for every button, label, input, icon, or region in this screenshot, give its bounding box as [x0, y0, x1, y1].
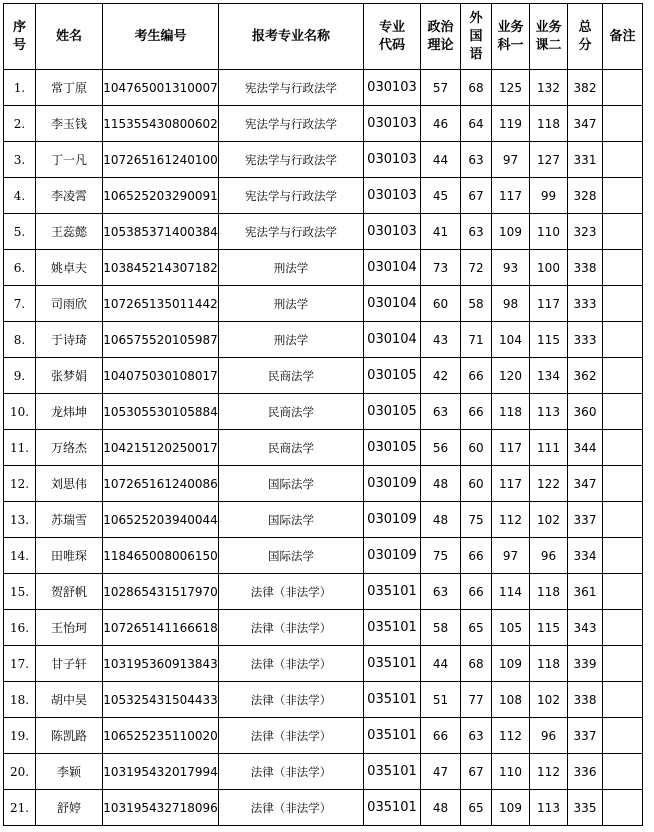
cell-remarks: [603, 70, 643, 106]
cell-foreign-language: 66: [461, 358, 492, 394]
cell-remarks: [603, 286, 643, 322]
cell-total: 323: [568, 214, 603, 250]
cell-remarks: [603, 754, 643, 790]
cell-major: 宪法学与行政法学: [219, 70, 364, 106]
cell-foreign-language: 63: [461, 718, 492, 754]
cell-exam-id: 102865431517970: [103, 574, 219, 610]
cell-major: 法律（非法学）: [219, 646, 364, 682]
cell-remarks: [603, 142, 643, 178]
table-header-row: [4, 4, 643, 70]
cell-total: 361: [568, 574, 603, 610]
cell-politics: 48: [421, 502, 461, 538]
cell-subject-two: 96: [530, 718, 568, 754]
header-politics: 政治 理论: [421, 4, 461, 70]
cell-subject-two: 127: [530, 142, 568, 178]
cell-politics: 47: [421, 754, 461, 790]
cell-exam-id: 107265161240100: [103, 142, 219, 178]
cell-subject-one: 117: [492, 430, 530, 466]
cell-remarks: [603, 178, 643, 214]
cell-politics: 58: [421, 610, 461, 646]
table-row: [4, 610, 643, 646]
cell-code: 030104: [364, 250, 421, 286]
cell-major: 宪法学与行政法学: [219, 214, 364, 250]
cell-remarks: [603, 358, 643, 394]
header-subject-two: 业务 课二: [530, 4, 568, 70]
header-exam-id: 考生编号: [103, 4, 219, 70]
cell-exam-id: 103195360913843: [103, 646, 219, 682]
header-subject-one: 业务 科一: [492, 4, 530, 70]
table-row: [4, 502, 643, 538]
cell-total: 338: [568, 682, 603, 718]
cell-name: 刘思伟: [36, 466, 103, 502]
cell-subject-two: 118: [530, 646, 568, 682]
cell-remarks: [603, 214, 643, 250]
cell-foreign-language: 72: [461, 250, 492, 286]
cell-total: 338: [568, 250, 603, 286]
cell-foreign-language: 75: [461, 502, 492, 538]
header-code: 专业 代码: [364, 4, 421, 70]
cell-subject-one: 117: [492, 178, 530, 214]
cell-total: 334: [568, 538, 603, 574]
cell-total: 343: [568, 610, 603, 646]
cell-code: 035101: [364, 718, 421, 754]
cell-index: 1.: [4, 70, 36, 106]
cell-foreign-language: 65: [461, 610, 492, 646]
cell-total: 347: [568, 466, 603, 502]
cell-subject-one: 119: [492, 106, 530, 142]
cell-index: 8.: [4, 322, 36, 358]
cell-foreign-language: 65: [461, 790, 492, 826]
cell-exam-id: 105305530105884: [103, 394, 219, 430]
cell-subject-one: 120: [492, 358, 530, 394]
cell-subject-two: 113: [530, 394, 568, 430]
cell-major: 国际法学: [219, 538, 364, 574]
cell-politics: 46: [421, 106, 461, 142]
cell-subject-one: 93: [492, 250, 530, 286]
table-row: [4, 754, 643, 790]
cell-subject-two: 100: [530, 250, 568, 286]
cell-code: 035101: [364, 790, 421, 826]
cell-subject-one: 109: [492, 646, 530, 682]
cell-index: 9.: [4, 358, 36, 394]
cell-major: 民商法学: [219, 358, 364, 394]
cell-major: 法律（非法学）: [219, 682, 364, 718]
cell-exam-id: 107265141166618: [103, 610, 219, 646]
cell-remarks: [603, 394, 643, 430]
cell-subject-two: 122: [530, 466, 568, 502]
cell-exam-id: 106525235110020: [103, 718, 219, 754]
table-row: [4, 70, 643, 106]
cell-total: 333: [568, 286, 603, 322]
cell-name: 李颖: [36, 754, 103, 790]
cell-name: 李玉钱: [36, 106, 103, 142]
cell-exam-id: 115355430800602: [103, 106, 219, 142]
cell-code: 035101: [364, 646, 421, 682]
cell-name: 李凌霄: [36, 178, 103, 214]
cell-major: 国际法学: [219, 466, 364, 502]
cell-subject-one: 105: [492, 610, 530, 646]
cell-politics: 42: [421, 358, 461, 394]
cell-code: 030105: [364, 358, 421, 394]
cell-exam-id: 104075030108017: [103, 358, 219, 394]
cell-index: 18.: [4, 682, 36, 718]
cell-subject-one: 104: [492, 322, 530, 358]
cell-major: 法律（非法学）: [219, 754, 364, 790]
header-foreign-language: 外 国 语: [461, 4, 492, 70]
header-major: 报考专业名称: [219, 4, 364, 70]
cell-name: 陈凯路: [36, 718, 103, 754]
cell-index: 5.: [4, 214, 36, 250]
cell-major: 刑法学: [219, 322, 364, 358]
cell-index: 10.: [4, 394, 36, 430]
cell-index: 17.: [4, 646, 36, 682]
table-row: [4, 142, 643, 178]
cell-total: 360: [568, 394, 603, 430]
cell-subject-two: 99: [530, 178, 568, 214]
cell-code: 030103: [364, 142, 421, 178]
cell-total: 335: [568, 790, 603, 826]
cell-subject-two: 110: [530, 214, 568, 250]
cell-index: 2.: [4, 106, 36, 142]
cell-name: 龙炜坤: [36, 394, 103, 430]
cell-subject-one: 110: [492, 754, 530, 790]
cell-subject-one: 109: [492, 214, 530, 250]
cell-name: 司雨欣: [36, 286, 103, 322]
cell-major: 刑法学: [219, 286, 364, 322]
cell-code: 030103: [364, 70, 421, 106]
cell-foreign-language: 71: [461, 322, 492, 358]
table-row: [4, 106, 643, 142]
cell-politics: 56: [421, 430, 461, 466]
cell-subject-two: 134: [530, 358, 568, 394]
cell-exam-id: 107265161240086: [103, 466, 219, 502]
cell-total: 337: [568, 718, 603, 754]
cell-exam-id: 105325431504433: [103, 682, 219, 718]
cell-name: 于诗琦: [36, 322, 103, 358]
table-row: [4, 574, 643, 610]
cell-politics: 57: [421, 70, 461, 106]
header-index: 序 号: [4, 4, 36, 70]
cell-total: 333: [568, 322, 603, 358]
cell-index: 15.: [4, 574, 36, 610]
cell-major: 宪法学与行政法学: [219, 178, 364, 214]
cell-index: 7.: [4, 286, 36, 322]
cell-exam-id: 103845214307182: [103, 250, 219, 286]
cell-name: 张梦娟: [36, 358, 103, 394]
cell-subject-two: 102: [530, 502, 568, 538]
cell-name: 王蕊懿: [36, 214, 103, 250]
cell-politics: 60: [421, 286, 461, 322]
cell-total: 337: [568, 502, 603, 538]
cell-remarks: [603, 250, 643, 286]
cell-politics: 48: [421, 466, 461, 502]
cell-major: 法律（非法学）: [219, 610, 364, 646]
cell-index: 11.: [4, 430, 36, 466]
cell-remarks: [603, 502, 643, 538]
cell-foreign-language: 63: [461, 214, 492, 250]
admission-score-table: [3, 3, 643, 826]
cell-subject-one: 98: [492, 286, 530, 322]
cell-exam-id: 103195432017994: [103, 754, 219, 790]
cell-foreign-language: 60: [461, 466, 492, 502]
cell-code: 035101: [364, 574, 421, 610]
cell-code: 030104: [364, 286, 421, 322]
cell-foreign-language: 68: [461, 70, 492, 106]
cell-politics: 63: [421, 394, 461, 430]
cell-major: 法律（非法学）: [219, 790, 364, 826]
table-row: [4, 466, 643, 502]
table-row: [4, 214, 643, 250]
cell-name: 常丁原: [36, 70, 103, 106]
cell-subject-one: 97: [492, 142, 530, 178]
cell-major: 刑法学: [219, 250, 364, 286]
cell-index: 13.: [4, 502, 36, 538]
cell-subject-two: 96: [530, 538, 568, 574]
cell-name: 舒婷: [36, 790, 103, 826]
cell-code: 030104: [364, 322, 421, 358]
cell-name: 甘子轩: [36, 646, 103, 682]
cell-politics: 41: [421, 214, 461, 250]
table-row: [4, 682, 643, 718]
cell-name: 丁一凡: [36, 142, 103, 178]
cell-exam-id: 104215120250017: [103, 430, 219, 466]
cell-major: 法律（非法学）: [219, 574, 364, 610]
cell-name: 万络杰: [36, 430, 103, 466]
cell-politics: 44: [421, 646, 461, 682]
cell-politics: 63: [421, 574, 461, 610]
cell-politics: 43: [421, 322, 461, 358]
cell-code: 030109: [364, 466, 421, 502]
cell-remarks: [603, 610, 643, 646]
cell-major: 法律（非法学）: [219, 718, 364, 754]
cell-exam-id: 105385371400384: [103, 214, 219, 250]
table-row: [4, 646, 643, 682]
cell-remarks: [603, 322, 643, 358]
table-row: [4, 250, 643, 286]
cell-remarks: [603, 790, 643, 826]
cell-foreign-language: 77: [461, 682, 492, 718]
cell-code: 035101: [364, 682, 421, 718]
cell-code: 030105: [364, 430, 421, 466]
cell-subject-two: 115: [530, 322, 568, 358]
cell-exam-id: 118465008006150: [103, 538, 219, 574]
cell-politics: 48: [421, 790, 461, 826]
cell-major: 宪法学与行政法学: [219, 142, 364, 178]
cell-subject-two: 113: [530, 790, 568, 826]
cell-foreign-language: 66: [461, 538, 492, 574]
cell-name: 王怡珂: [36, 610, 103, 646]
cell-subject-one: 114: [492, 574, 530, 610]
cell-politics: 73: [421, 250, 461, 286]
cell-total: 362: [568, 358, 603, 394]
table-row: [4, 430, 643, 466]
cell-subject-two: 118: [530, 574, 568, 610]
cell-foreign-language: 60: [461, 430, 492, 466]
cell-foreign-language: 67: [461, 754, 492, 790]
cell-subject-two: 102: [530, 682, 568, 718]
cell-name: 田唯琛: [36, 538, 103, 574]
cell-subject-two: 132: [530, 70, 568, 106]
cell-politics: 66: [421, 718, 461, 754]
cell-code: 030105: [364, 394, 421, 430]
cell-subject-two: 115: [530, 610, 568, 646]
cell-index: 19.: [4, 718, 36, 754]
cell-subject-one: 97: [492, 538, 530, 574]
cell-index: 3.: [4, 142, 36, 178]
cell-index: 14.: [4, 538, 36, 574]
cell-politics: 51: [421, 682, 461, 718]
cell-foreign-language: 67: [461, 178, 492, 214]
table-row: [4, 358, 643, 394]
cell-remarks: [603, 430, 643, 466]
cell-politics: 44: [421, 142, 461, 178]
table-row: [4, 286, 643, 322]
cell-subject-one: 112: [492, 502, 530, 538]
cell-name: 胡中昊: [36, 682, 103, 718]
cell-code: 030103: [364, 178, 421, 214]
cell-subject-one: 117: [492, 466, 530, 502]
cell-politics: 75: [421, 538, 461, 574]
header-remarks: 备注: [603, 4, 643, 70]
cell-code: 030103: [364, 106, 421, 142]
table-row: [4, 538, 643, 574]
cell-total: 339: [568, 646, 603, 682]
cell-exam-id: 106525203290091: [103, 178, 219, 214]
cell-code: 030109: [364, 502, 421, 538]
cell-foreign-language: 64: [461, 106, 492, 142]
cell-subject-one: 109: [492, 790, 530, 826]
cell-subject-two: 117: [530, 286, 568, 322]
cell-exam-id: 103195432718096: [103, 790, 219, 826]
table-row: [4, 718, 643, 754]
cell-code: 030109: [364, 538, 421, 574]
cell-foreign-language: 66: [461, 394, 492, 430]
cell-total: 382: [568, 70, 603, 106]
cell-subject-one: 108: [492, 682, 530, 718]
cell-politics: 45: [421, 178, 461, 214]
cell-code: 035101: [364, 610, 421, 646]
cell-remarks: [603, 646, 643, 682]
cell-exam-id: 106575520105987: [103, 322, 219, 358]
cell-name: 苏瑞雪: [36, 502, 103, 538]
cell-remarks: [603, 106, 643, 142]
cell-total: 347: [568, 106, 603, 142]
header-name: 姓名: [36, 4, 103, 70]
cell-foreign-language: 66: [461, 574, 492, 610]
cell-subject-two: 112: [530, 754, 568, 790]
cell-index: 21.: [4, 790, 36, 826]
cell-exam-id: 107265135011442: [103, 286, 219, 322]
cell-foreign-language: 68: [461, 646, 492, 682]
cell-subject-one: 112: [492, 718, 530, 754]
header-total: 总 分: [568, 4, 603, 70]
cell-code: 030103: [364, 214, 421, 250]
cell-exam-id: 104765001310007: [103, 70, 219, 106]
cell-index: 16.: [4, 610, 36, 646]
cell-foreign-language: 58: [461, 286, 492, 322]
cell-foreign-language: 63: [461, 142, 492, 178]
cell-remarks: [603, 466, 643, 502]
cell-total: 328: [568, 178, 603, 214]
cell-major: 民商法学: [219, 394, 364, 430]
cell-index: 20.: [4, 754, 36, 790]
cell-major: 宪法学与行政法学: [219, 106, 364, 142]
cell-code: 035101: [364, 754, 421, 790]
table-row: [4, 790, 643, 826]
cell-name: 姚卓夫: [36, 250, 103, 286]
cell-subject-two: 118: [530, 106, 568, 142]
table-row: [4, 322, 643, 358]
table-row: [4, 178, 643, 214]
cell-remarks: [603, 718, 643, 754]
cell-subject-two: 111: [530, 430, 568, 466]
cell-remarks: [603, 682, 643, 718]
cell-index: 6.: [4, 250, 36, 286]
cell-subject-one: 118: [492, 394, 530, 430]
cell-total: 344: [568, 430, 603, 466]
cell-index: 4.: [4, 178, 36, 214]
cell-remarks: [603, 538, 643, 574]
cell-name: 贺舒帆: [36, 574, 103, 610]
cell-major: 民商法学: [219, 430, 364, 466]
cell-remarks: [603, 574, 643, 610]
cell-major: 国际法学: [219, 502, 364, 538]
cell-exam-id: 106525203940044: [103, 502, 219, 538]
table-row: [4, 394, 643, 430]
cell-subject-one: 125: [492, 70, 530, 106]
cell-total: 331: [568, 142, 603, 178]
cell-total: 336: [568, 754, 603, 790]
cell-index: 12.: [4, 466, 36, 502]
